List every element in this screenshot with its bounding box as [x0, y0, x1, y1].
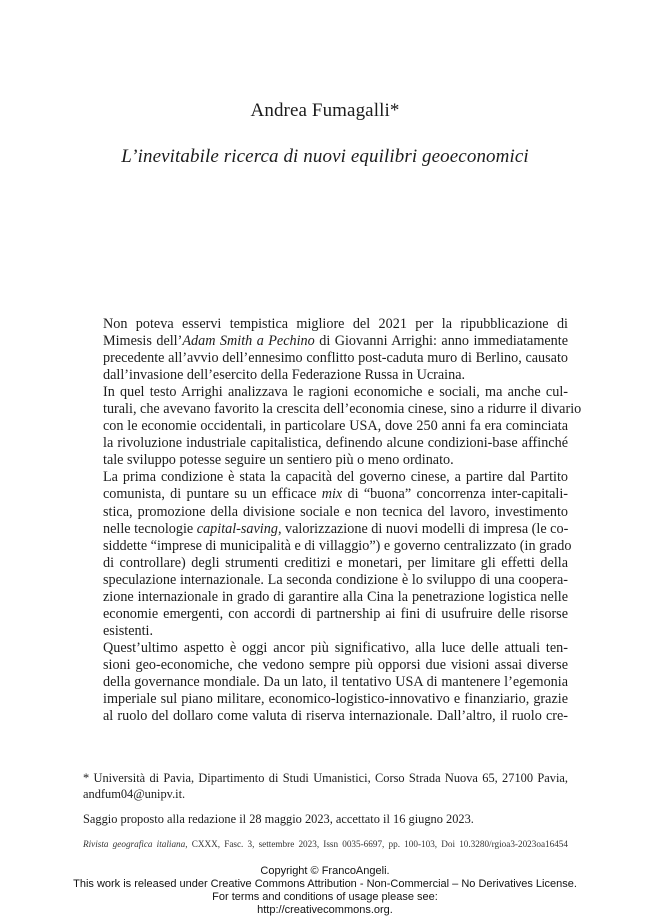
text-line	[83, 521, 568, 538]
text-line: la rivoluzione industriale capitalistica, definendo alcune condizioni-base affinché	[103, 435, 568, 452]
copyright-line: Copyright © FrancoAngeli.	[260, 865, 390, 877]
journal-details: , CXXX, Fasc. 3, settembre 2023, Issn 0035-6697, pp. 100-103, Doi 10.3280/rgioa3-2023oa16454	[185, 839, 568, 849]
text-line: stica, promozione della divisione sociale e non tecnica del lavoro, investimento	[103, 503, 568, 520]
text-span: Mimesis dell’	[103, 333, 183, 350]
author-name: Andrea Fumagalli*	[250, 100, 400, 121]
footnote-line: * Università di Pavia, Dipartimento di Studi Umanistici, Corso Strada Nuova 65, 27100 Pavia,	[83, 771, 568, 785]
text-span: nelle tecnologie	[103, 520, 197, 537]
text-line: tale sviluppo potesse seguire un sentiero più o meno ordinato.	[103, 452, 454, 469]
author-affiliation-footnote	[83, 770, 568, 802]
text-span: di “buona” concorrenza inter-capitali-	[342, 486, 568, 503]
author-email: andfum04@unipv.it.	[83, 787, 186, 801]
journal-citation	[83, 839, 568, 849]
text-line: sioni geo-economiche, che vedono sempre più opporsi due visioni assai diverse	[103, 656, 568, 673]
footnotes	[83, 770, 568, 827]
text-line	[83, 486, 568, 503]
text-line: La prima condizione è stata la capacità del governo cinese, a partire dal Partito	[103, 469, 568, 486]
text-span: comunista, di puntare su un efficace	[103, 486, 322, 503]
text-span: di Giovanni Arrighi: anno immediatamente	[314, 333, 568, 350]
text-line: economie emergenti, con accordi di partnership ai fini di usufruire delle risorse	[103, 605, 568, 622]
text-line: imperiale sul piano militare, economico-logistico-innovativo e finanziario, grazie	[103, 691, 568, 708]
book-title: Adam Smith a Pechino	[182, 333, 315, 350]
text-line: siddette “imprese di municipalità e di villaggio”) e governo centralizzato (in grado	[103, 537, 572, 554]
text-line: dall’invasione dell’esercito della Federazione Russa in Ucraina.	[103, 367, 466, 384]
text-line: di controllare) degli strumenti creditizi e monetari, per limitare gli effetti della	[103, 554, 568, 571]
text-line: Non poteva esservi tempistica migliore del 2021 per la ripubblicazione di	[103, 316, 568, 332]
license-line: This work is released under Creative Commons Attribution - Non-Commercial – No Derivatives License.	[73, 878, 577, 890]
license-url: http://creativecommons.org.	[257, 904, 393, 916]
article-body	[83, 316, 582, 725]
text-line: precedente all’avvio dell’ennesimo conflitto post-caduta muro di Berlino, causato	[103, 350, 568, 367]
copyright-notice	[0, 865, 650, 917]
text-line: esistenti.	[103, 622, 154, 639]
paragraph-3	[83, 469, 572, 639]
paragraph-1	[83, 316, 568, 384]
italic-term: mix	[321, 486, 343, 503]
submission-note: Saggio proposto alla redazione il 28 maggio 2023, accettato il 16 giugno 2023.	[83, 812, 474, 826]
paragraph-2	[83, 384, 582, 469]
text-line: zione internazionale in grado di garantire alla Cina la penetrazione logistica nelle	[103, 588, 568, 605]
paragraph-4	[83, 640, 568, 725]
text-line: con le economie occidentali, in particolare USA, dove 250 anni fa era cominciata	[103, 418, 568, 435]
italic-term: capital-saving	[196, 520, 278, 537]
text-line: In quel testo Arrighi analizzava le ragioni economiche e sociali, ma anche cul-	[103, 384, 568, 401]
text-line: speculazione internazionale. La seconda condizione è lo sviluppo di una coopera-	[103, 571, 568, 588]
text-line: Quest’ultimo aspetto è oggi ancor più significativo, alla luce delle attuali ten-	[103, 639, 568, 656]
journal-name: Rivista geografica italiana	[83, 839, 186, 849]
text-line	[83, 333, 568, 350]
article-title: L’inevitabile ricerca di nuovi equilibri geoeconomici	[121, 146, 529, 167]
text-line: turali, che avevano favorito la crescita dell’economia cinese, sino a ridurre il divario	[103, 401, 582, 418]
text-line: della governance mondiale. Da un lato, il tentativo USA di mantenere l’egemonia	[103, 673, 568, 690]
text-line: al ruolo del dollaro come valuta di riserva internazionale. Dall’altro, il ruolo cre-	[103, 708, 568, 725]
text-span: , valorizzazione di nuovi modelli di impresa (le co-	[277, 520, 569, 537]
terms-line: For terms and conditions of usage please see:	[212, 891, 438, 903]
